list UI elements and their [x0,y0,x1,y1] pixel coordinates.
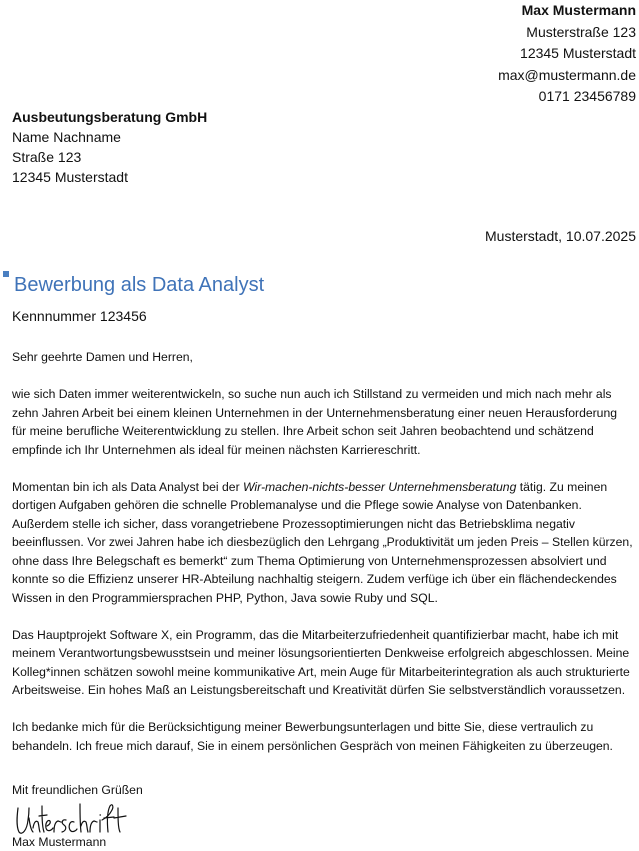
recipient-street: Straße 123 [12,149,82,165]
sender-city: 12345 Musterstadt [520,45,636,61]
salutation: Sehr geehrte Damen und Herren, [12,350,193,364]
closing-phrase: Mit freundlichen Grüßen [12,783,143,797]
recipient-city: 12345 Musterstadt [12,169,128,185]
paragraph-current-job-after: tätig. Zu meinen dortigen Aufgaben gehören die schnelle Problemanalyse und die Pflege sowie Analyse von Datenbanken. Außerdem stelle ich sicher, dass vorangetriebene Prozessoptimierungen nicht das Betriebsklima negativ beeinflussen. Vor zwei Jahren habe ich diesbezüglich den Lehrgang „Produktivität um jeden Preis – Stellen kürzen, ohne dass Ihre Belegschaft es bemerkt“ zum Thema Optimierung von Unternehmensprozessen absolviert und konnte so die Effizienz unserer HR-Abteilung nachhaltig steigern. Zudem verfüge ich über ein flächendeckendes Wissen in den Programmiersprachen PHP, Python, Java sowie Ruby und SQL. [12,479,633,605]
sender-email: max@mustermann.de [498,66,636,83]
recipient-contact: Name Nachname [12,129,121,145]
sender-phone: 0171 23456789 [538,88,636,104]
heading-marker [3,271,9,277]
letter-date: Musterstadt, 10.07.2025 [485,228,636,244]
current-employer: Wir-machen-nichts-besser Unternehmensberatung [243,479,517,494]
reference-number: Kennnummer 123456 [12,308,147,324]
sender-name: Max Mustermann [521,2,636,18]
paragraph-current-job [12,478,634,608]
letter-subject: Bewerbung als Data Analyst [14,274,265,296]
sender-address [498,0,636,108]
paragraph-project: Das Hauptprojekt Software X, ein Programm, das die Mitarbeiterzufriedenheit quantifizierbar macht, habe ich mit meinem Verantwortungsbewusstsein und meiner lösungsorientierten Denkweise erfolgreich abgeschlossen. Meine Kolleg*innen schätzen sowohl meine kommunikative Art, mein Auge für Mitarbeiterintegration als auch strukturierte Arbeitsweise. Ein hohes Maß an Leistungsbereitschaft und Kreativität dürfen Sie selbstverständlich voraussetzen. [12,627,630,697]
sender-street: Musterstraße 123 [526,23,636,40]
paragraph-thanks: Ich bedanke mich für die Berücksichtigung meiner Bewerbungsunterlagen und bitte Sie, diese vertraulich zu behandeln. Ich freue mich darauf, Sie in einem persönlichen Gespräch von meinen Fähigkeiten zu überzeugen. [12,720,613,753]
recipient-company: Ausbeutungsberatung GmbH [12,109,208,125]
paragraph-current-job-before: Momentan bin ich als Data Analyst bei der [12,479,244,494]
paragraph-intro: wie sich Daten immer weiterentwickeln, so suche nun auch ich Stillstand zu vermeiden und mich nach mehr als zehn Jahren Arbeit bei einem kleinen Unternehmen in der Unternehmensberatung einer neuen Herausforderung für meine berufliche Weiterentwicklung zu stellen. Ihre Arbeit schon seit Jahren beobachtend und schätzend empfinde ich Ihr Unternehmen als ideal für meinen nächsten Karriereschritt. [12,387,618,457]
letter-body [12,348,634,774]
recipient-address [12,107,207,187]
signer-name: Max Mustermann [12,835,107,849]
